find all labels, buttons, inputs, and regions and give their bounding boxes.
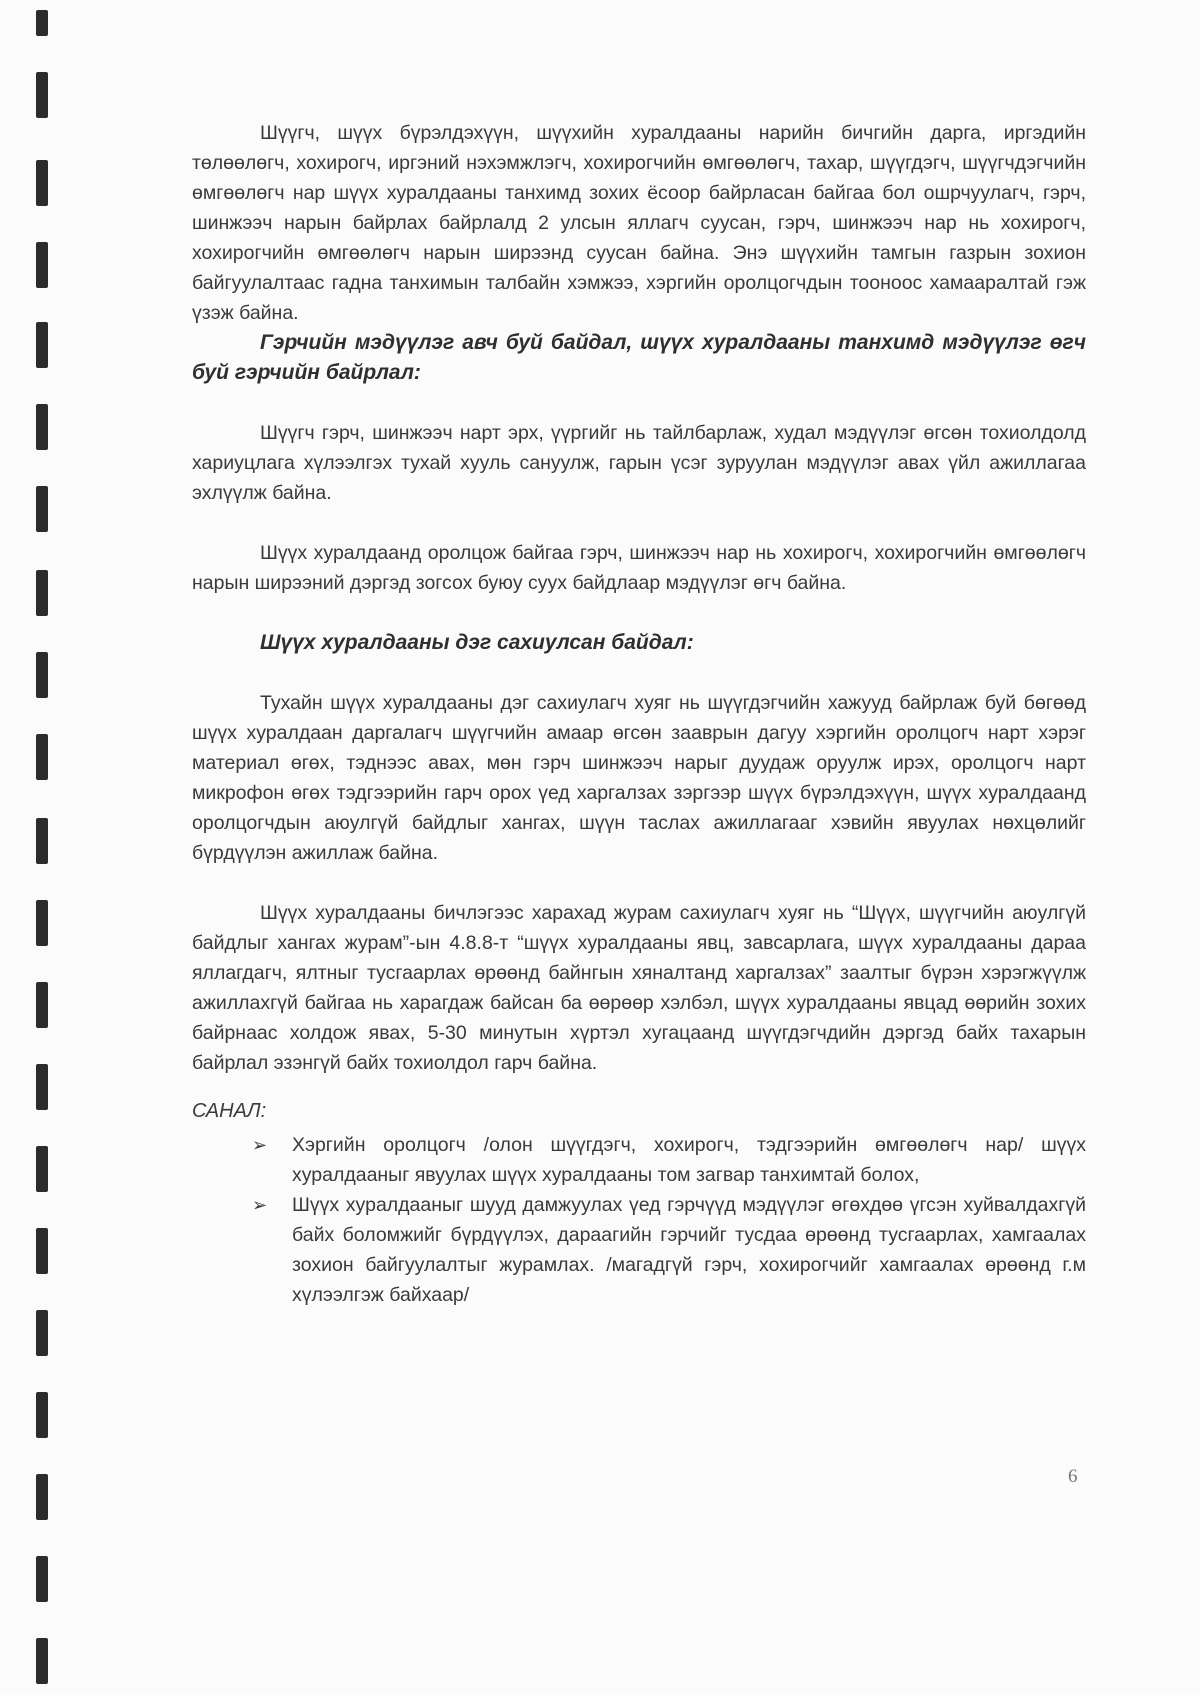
proposal-item bbox=[252, 1190, 1086, 1310]
binding-hole bbox=[36, 486, 48, 532]
proposal-title: САНАЛ: bbox=[192, 1100, 267, 1122]
page-number: 6 bbox=[1068, 1466, 1078, 1487]
binding-hole bbox=[36, 72, 48, 118]
section-heading: Гэрчийн мэдүүлэг авч буй байдал, шүүх хуралдааны танхимд мэдүүлэг өгч буй гэрчийн байрлал: bbox=[192, 331, 1086, 384]
binding-holes bbox=[0, 0, 70, 1695]
body-paragraph: Шүүгч, шүүх бүрэлдэхүүн, шүүхийн хуралдааны нарийн бичгийн дарга, иргэдийн төлөөлөгч, хохирогч, иргэний нэхэмжлэгч, хохирогчийн өмгөөлөгч, тахар, шүүгдэгч, шүүгчдэгчийн өмгөөлөгч нар шүүх хуралдааны танхимд зохих ёсоор байрласан байгаа бол ошрчуулагч, гэрч, шинжээч нарын байрлах байрлалд 2 улсын яллагч суусан, гэрч, шинжээч нар нь хохирогч, хохирогчийн өмгөөлөгч нарын ширээнд суусан байна. Энэ шүүхийн тамгын газрын зохион байгуулалтаас гадна танхимын талбайн хэмжээ, хэргийн оролцогчдын тооноос хамааралтай гэж үзэж байна. bbox=[192, 122, 1086, 324]
binding-hole bbox=[36, 652, 48, 698]
binding-hole bbox=[36, 1064, 48, 1110]
body-paragraph: Шүүгч гэрч, шинжээч нарт эрх, үүргийг нь тайлбарлаж, худал мэдүүлэг өгсөн тохиолдолд хариуцлага хүлээлгэх тухай хууль сануулж, гарын үсэг зуруулан мэдүүлэг авах үйл ажиллагаа эхлүүлж байна. bbox=[192, 422, 1086, 504]
binding-hole bbox=[36, 1638, 48, 1684]
document-body bbox=[192, 118, 1086, 1310]
section-heading: Шүүх хуралдааны дэг сахиулсан байдал: bbox=[260, 631, 694, 654]
binding-hole bbox=[36, 982, 48, 1028]
body-paragraph: Шүүх хуралдаанд оролцож байгаа гэрч, шинжээч нар нь хохирогч, хохирогчийн өмгөөлөгч нарын ширээний дэргэд зогсох буюу суух байдлаар мэдүүлэг өгч байна. bbox=[192, 542, 1086, 594]
binding-hole bbox=[36, 1310, 48, 1356]
arrow-bullet-icon: ➢ bbox=[252, 1195, 268, 1215]
proposal-item bbox=[252, 1130, 1086, 1190]
binding-hole bbox=[36, 1146, 48, 1192]
proposal-list bbox=[192, 1130, 1086, 1310]
binding-hole bbox=[36, 734, 48, 780]
binding-hole bbox=[36, 570, 48, 616]
binding-hole bbox=[36, 900, 48, 946]
binding-hole bbox=[36, 404, 48, 450]
binding-hole bbox=[36, 1228, 48, 1274]
binding-hole bbox=[36, 10, 48, 36]
binding-hole bbox=[36, 1474, 48, 1520]
binding-hole bbox=[36, 818, 48, 864]
proposal-text: Шүүх хуралдааныг шууд дамжуулах үед гэрчүүд мэдүүлэг өгөхдөө үгсэн хуйвалдахгүй байх боломжийг бүрдүүлэх, дараагийн гэрчийг тусдаа өрөөнд тусгаарлах, хамгаалах зохион байгуулалтыг журамлах. /магадгүй гэрч, хохирогчийг хамгаалах өрөөнд г.м хүлээлгэж байхаар/ bbox=[292, 1194, 1086, 1306]
binding-hole bbox=[36, 160, 48, 206]
body-paragraph: Тухайн шүүх хуралдааны дэг сахиулагч хуяг нь шүүгдэгчийн хажууд байрлаж буй бөгөөд шүүх хуралдаан даргалагч шүүгчийн амаар өгсөн зааврын дагуу хэргийн оролцогч нарт хэрэг материал өгөх, тэднээс авах, мөн гэрч шинжээч нарыг дуудаж оруулж ирэх, оролцогч нарт микрофон өгөх тэдгээрийн гарч орох үед харгалзах зэргээр шүүх бүрэлдэхүүн, шүүх хуралдаанд оролцогчдын аюулгүй байдлыг хангах, шүүн таслах ажиллагааг хэвийн явуулах нөхцөлийг бүрдүүлэн ажиллаж байна. bbox=[192, 692, 1086, 864]
binding-hole bbox=[36, 1392, 48, 1438]
arrow-bullet-icon: ➢ bbox=[252, 1135, 268, 1155]
binding-hole bbox=[36, 242, 48, 288]
body-paragraph: Шүүх хуралдааны бичлэгээс харахад журам сахиулагч хуяг нь “Шүүх, шүүгчийн аюулгүй байдлыг хангах журам”-ын 4.8.8-т “шүүх хуралдааны явц, завсарлага, шүүх хуралдааны дараа яллагдагч, ялтныг тусгаарлах өрөөнд байнгын хяналтанд харгалзах” заалтыг бүрэн хэрэгжүүлж ажиллахгүй байгаа нь харагдаж байсан ба өөрөөр хэлбэл, шүүх хуралдааны явцад өөрийн зохих байрнаас холдож явах, 5-30 минутын хүртэл хугацаанд шүүгдэгчдийн дэргэд байх тахарын байрлал эзэнгүй байх тохиолдол гарч байна. bbox=[192, 902, 1086, 1074]
binding-hole bbox=[36, 322, 48, 368]
proposal-text: Хэргийн оролцогч /олон шүүгдэгч, хохирогч, тэдгээрийн өмгөөлөгч нар/ шүүх хуралдааныг явуулах шүүх хуралдааны том загвар танхимтай болох, bbox=[292, 1134, 1086, 1186]
binding-hole bbox=[36, 1556, 48, 1602]
